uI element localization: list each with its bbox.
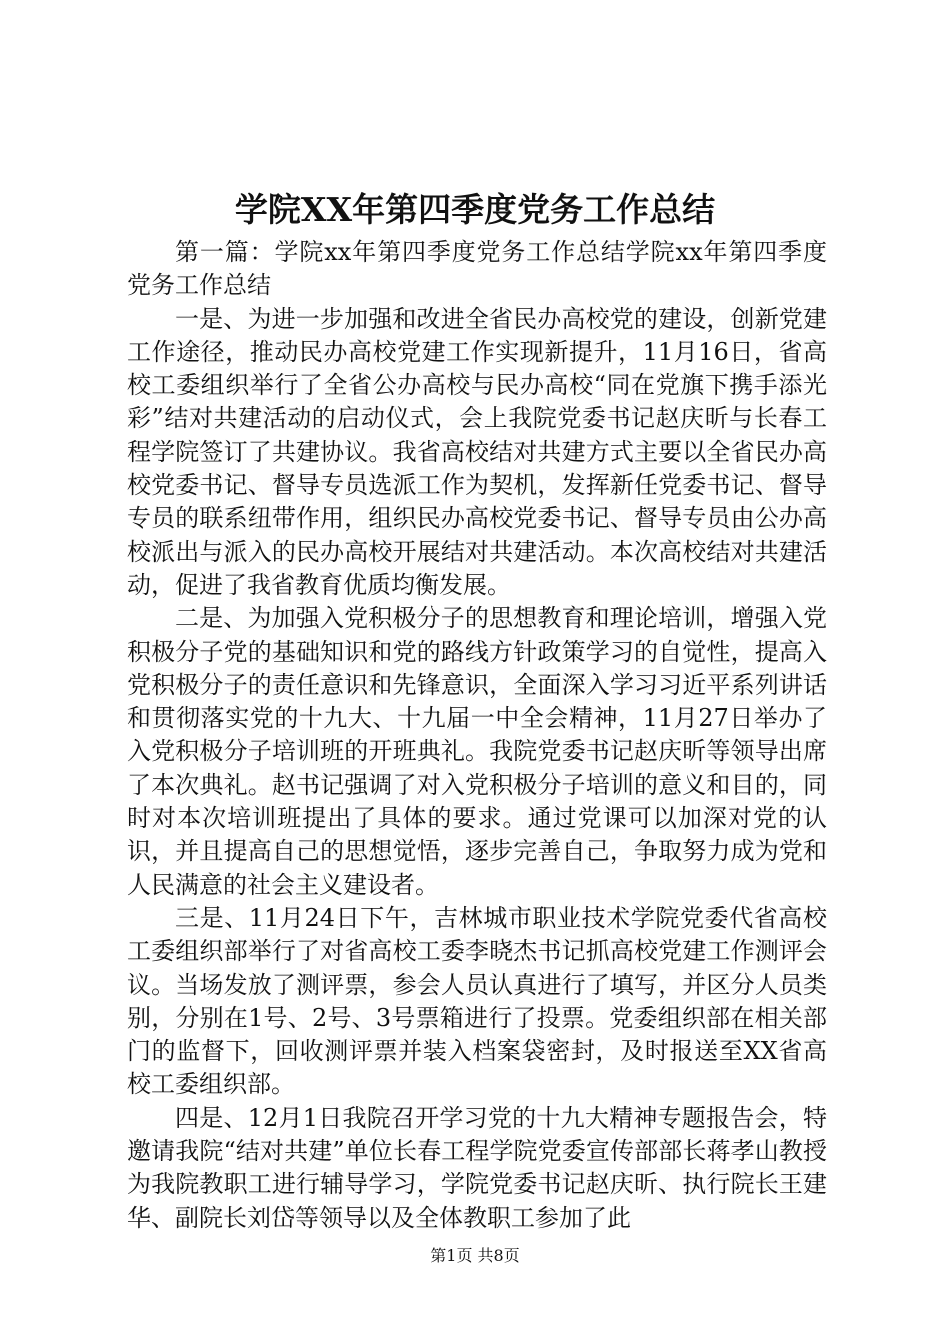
paragraph-item-4: 四是、12月1日我院召开学习党的十九大精神专题报告会，特邀请我院“结对共建”单位长春工程学院党委宣传部部长蒋孝山教授为我院教职工进行辅导学习，学院党委书记赵庆昕、执行院长王建华、副院长刘岱等领导以及全体教职工参加了此 <box>127 1103 827 1232</box>
document-body <box>127 236 827 1235</box>
paragraph-intro: 第一篇：学院xx年第四季度党务工作总结学院xx年第四季度党务工作总结 <box>127 238 827 300</box>
page-number-footer: 第1页 共8页 <box>430 1246 520 1265</box>
document-title: 学院XX年第四季度党务工作总结 <box>234 190 716 229</box>
paragraph-item-1: 一是、为进一步加强和改进全省民办高校党的建设，创新党建工作途径，推动民办高校党建工作实现新提升，11月16日，省高校工委组织举行了全省公办高校与民办高校“同在党旗下携手添光彩”结对共建活动的启动仪式，会上我院党委书记赵庆昕与长春工程学院签订了共建协议。我省高校结对共建方式主要以全省民办高校党委书记、督导专员选派工作为契机，发挥新任党委书记、督导专员的联系纽带作用，组织民办高校党委书记、督导专员由公办高校派出与派入的民办高校开展结对共建活动。本次高校结对共建活动，促进了我省教育优质均衡发展。 <box>127 304 827 599</box>
paragraph-item-3: 三是、11月24日下午，吉林城市职业技术学院党委代省高校工委组织部举行了对省高校工委李晓杰书记抓高校党建工作测评会议。当场发放了测评票，参会人员认真进行了填写，并区分人员类别，分别在1号、2号、3号票箱进行了投票。党委组织部在相关部门的监督下，回收测评票并装入档案袋密封，及时报送至XX省高校工委组织部。 <box>127 903 827 1099</box>
paragraph-item-2: 二是、为加强入党积极分子的思想教育和理论培训，增强入党积极分子党的基础知识和党的路线方针政策学习的自觉性，提高入党积极分子的责任意识和先锋意识，全面深入学习习近平系列讲话和贯彻落实党的十九大、十九届一中全会精神，11月27日举办了入党积极分子培训班的开班典礼。我院党委书记赵庆昕等领导出席了本次典礼。赵书记强调了对入党积极分子培训的意义和目的，同时对本次培训班提出了具体的要求。通过党课可以加深对党的认识，并且提高自己的思想觉悟，逐步完善自己，争取努力成为党和人民满意的社会主义建设者。 <box>127 604 827 899</box>
